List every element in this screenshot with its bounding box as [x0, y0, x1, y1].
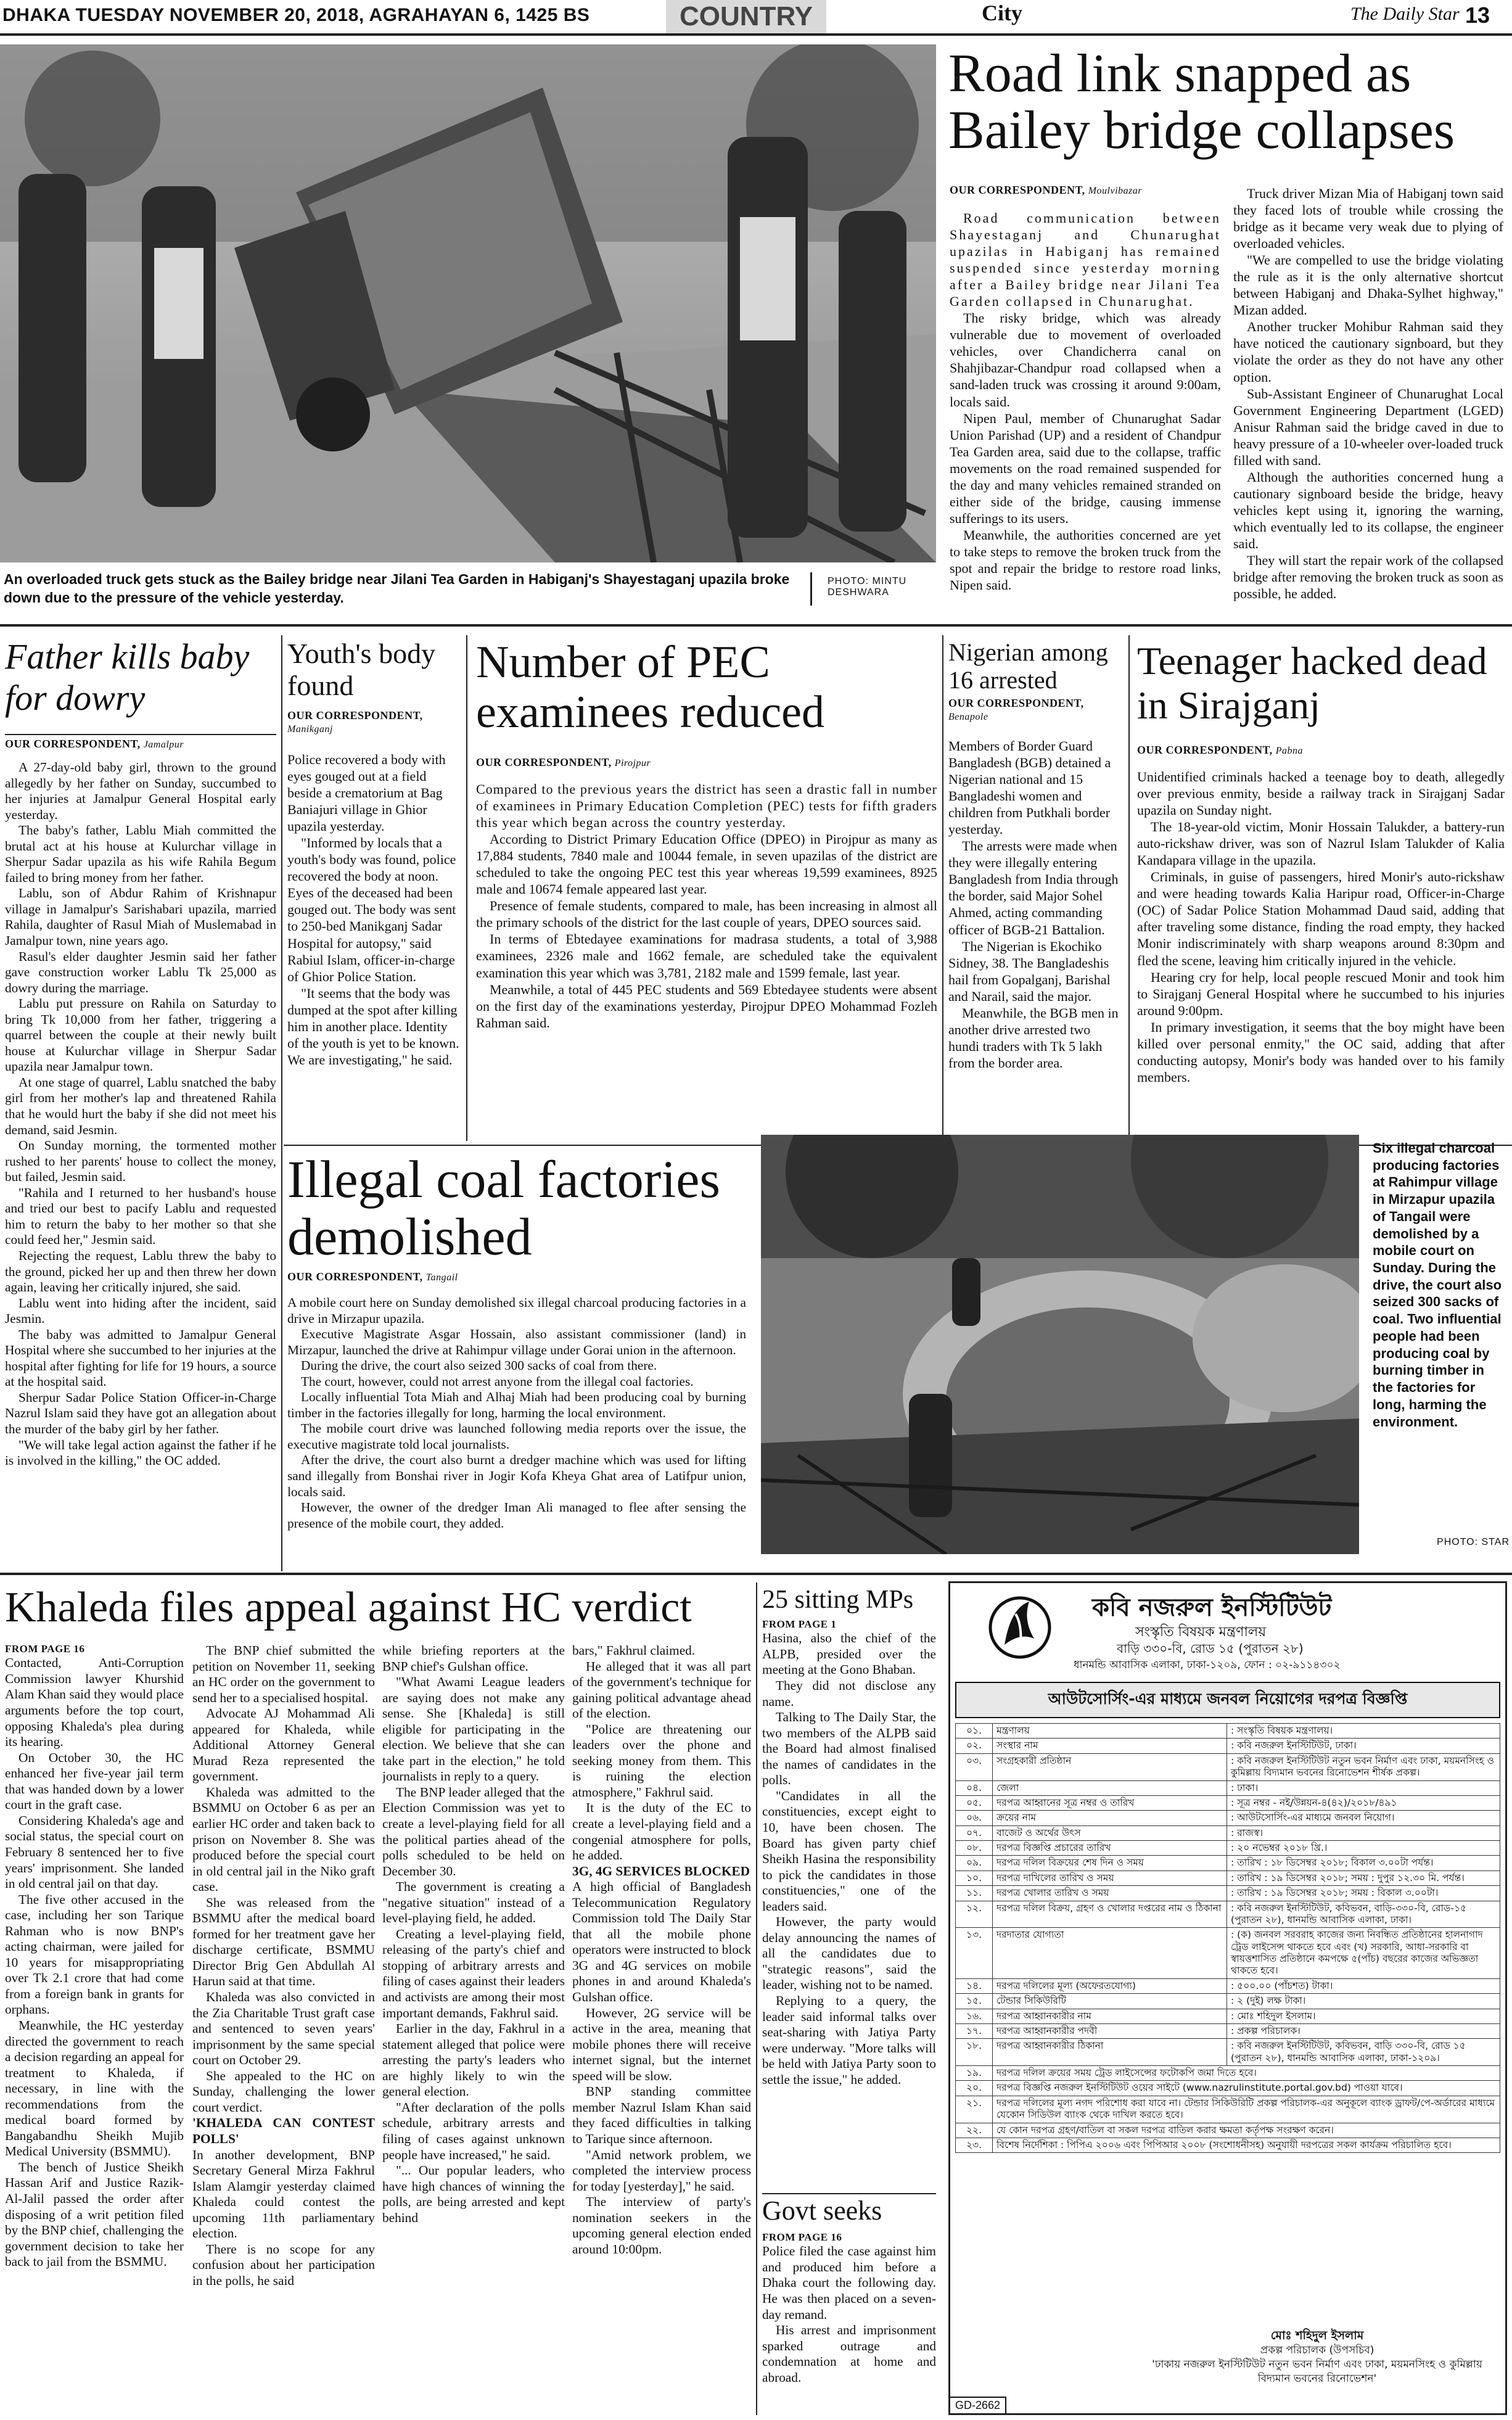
teen-body [1137, 768, 1505, 1145]
khaleda-headline: Khaleda files appeal against HC verdict [5, 1584, 692, 1631]
khaleda-col4 [572, 1643, 751, 2420]
bridge-caption: An overloaded truck gets stuck as the Bailey bridge near Jilani Tea Garden in Habiganj's Shayestaganj upazila broke down due to the pressure of the vehicle yesterday. [4, 571, 790, 606]
khaleda-c3-p8: "... Our popular leaders, who have high chances of winning the polls, are being arrested and kept behind [382, 2163, 565, 2225]
ad-row-note: দরপত্র বিজ্ঞপ্তি নজরুল ইনস্টিটিউট ওয়েব সাইটে (www.nazrulinstitute.portal.gov.bd) পাওয়া যাবে। [993, 2081, 1500, 2096]
coal-p7: After the drive, the court also burnt a dredger machine which was used for lifting sand illegally from Bonshai river in Jogir Kofa Kheya Ghat area of Latifpur union, locals said. [287, 1452, 746, 1499]
coal-headline: Illegal coal factories demolished [287, 1150, 720, 1266]
ad-row-label: সংগ্রহকারী প্রতিষ্ঠান [993, 1753, 1227, 1780]
mps-p1: Hasina, also the chief of the ALPB, presided over the meeting at the Gono Bhaban. [762, 1631, 936, 1677]
pec-p3: Presence of female students, compared to male, has been increasing in almost all the primary schools of the district for the last couple of years, DPEO sources said. [476, 898, 937, 931]
subsection-label: City [982, 1, 1022, 25]
ad-row-value: : (ক) জনবল সরবরাহ কাজের জন্য নিবন্ধিত প্রতিষ্ঠানের হালনাগাদ ট্রেড লাইসেন্স থাকতে হবে এবং (খ) সরকারি, আধা-সরকারি বা স্বায়ত্তশাসিত প্রতিষ্ঠানে কমপক্ষে ৫(পাঁচ) বছরের কাজের অভিজ্ঞতা থাকতে হবে। [1227, 1928, 1500, 1979]
teen-byline-place: Pabna [1275, 746, 1303, 756]
ad-row [956, 1724, 1500, 1739]
teen-p5: In primary investigation, it seems that the boy might have been killed over personal enmity," the OC said, adding that after conducting autopsy, Monir's body was handed over to his family members. [1137, 1019, 1505, 1085]
ad-row-number: ০২. [956, 1739, 993, 1753]
ad-table-wrap [955, 1723, 1500, 2153]
ad-row [956, 1795, 1500, 1810]
bridge-body-col1 [950, 210, 1221, 604]
ad-row-label: দরপত্র খোলার তারিখ ও সময় [993, 1886, 1227, 1901]
ad-row-label: মন্ত্রণালয় [993, 1724, 1227, 1739]
khaleda-c2b-p1: In another development, BNP Secretary General Mirza Fakhrul Islam Alamgir yesterday claimed Khaleda could contest the upcoming 11th parliamentary election. [192, 2147, 375, 2241]
section-divider [0, 624, 1512, 627]
bridge-col2-p2: "We are compelled to use the bridge violating the rule as it is the only alternative shortcut between Habiganj and Dhaka-Sylhet highway," Mizan added. [1233, 252, 1503, 318]
pec-p1: Compared to the previous years the district has seen a drastic fall in number of examinees in Primary Education Completion (PEC) tests for fifth graders this year which began across the country yesterday. [476, 781, 937, 831]
ad-row-number: ০৩. [956, 1753, 993, 1780]
father-p5: Lablu put pressure on Rahila on Saturday to bring Tk 10,000 from her father, triggering a quarrel between the couple at their newly built house at Kulurchar village in Sherpur Sadar upazila near Jamalpur town. [5, 996, 276, 1074]
youth-p1: Police recovered a body with eyes gouged out at a field beside a crematorium at Bag Baniajuri village in Ghior upazila yesterday. [287, 752, 446, 834]
bridge-byline-place: Moulvibazar [1088, 186, 1142, 196]
teen-p1: Unidentified criminals hacked a teenage boy to death, allegedly over previous enmity, beside a railway track in Sirajganj Sadar upazila on Sunday night. [1137, 769, 1505, 818]
ad-row-number: ০৪. [956, 1780, 993, 1795]
bridge-col2-p4: Sub-Assistant Engineer of Chunarughat Local Government Engineering Department (LGED) Anisur Rahman said the bridge caved in due to heavy pressure of a 10-wheeler over-loaded truck filled with sand. [1233, 385, 1503, 468]
ad-row [956, 1739, 1500, 1753]
ad-row-note: যে কোন দরপত্র গ্রহণ/বাতিল বা সকল দরপত্র বাতিল করার ক্ষমতা কর্তৃপক্ষ সংরক্ষণ করেন। [993, 2123, 1500, 2138]
ad-row-number: ১৮. [956, 2039, 993, 2066]
khaleda-c1-p1: Contacted, Anti-Corruption Commission lawyer Khurshid Alam Khan said they would place arguments before the top court, opposing Khaleda's plea during its hearing. [5, 1655, 184, 1750]
ad-code: GD-2662 [950, 2397, 1006, 2413]
teen-p4: Hearing cry for help, local people rescued Monir and took him to Sirajganj General Hospital where he succumbed to his injuries around 9:00pm. [1137, 969, 1505, 1018]
pec-p5: Meanwhile, a total of 445 PEC students and 569 Ebtedayee students were absent on the first day of the examinations yesterday, Pirojpur DPEO Mohammad Fozleh Rahman said. [476, 981, 937, 1031]
section-label: COUNTRY [666, 0, 826, 33]
ad-row [956, 1856, 1500, 1871]
khaleda-c2-p5: Khaleda was also convicted in the Zia Charitable Trust graft case and sentenced to seven years' imprisonment by the same special court on October 29. [192, 1990, 375, 2068]
ad-row-number: ০৮. [956, 1841, 993, 1856]
ad-row [956, 1901, 1500, 1928]
father-p8: "Rahila and I returned to her husband's house and tried our best to pacify Lablu and requested him to return the baby to her mother so that she could feed her," Jesmin said. [5, 1185, 276, 1248]
khaleda-c4b-p4: "Amid network problem, we completed the interview process for today [yesterday]," he said. [572, 2147, 751, 2194]
father-headline: Father kills baby for dowry [5, 636, 250, 718]
ad-row-label: দরপত্র দলিলের মূল্য (অফেরতযোগ্য) [993, 1978, 1227, 1993]
govt-headline: Govt seeks [762, 2196, 882, 2226]
page-number: 13 [1465, 2, 1490, 28]
ad-row-number: ১২. [956, 1901, 993, 1928]
ad-row [956, 2096, 1500, 2123]
ad-row [956, 1825, 1500, 1840]
coal-caption: Six illegal charcoal producing factories at Rahimpur village in Mirzapur upazila of Tangail were demolished by a mobile court on Sunday. During the drive, the court also seized 300 sacks of coal. Two influential people had been producing coal by burning timber in the factories for long, harming the environment. [1373, 1140, 1502, 1430]
pec-p2: According to District Primary Education Office (DPEO) in Pirojpur as many as 17,884 students, 7840 male and 10044 female, in seven upazilas of the district are scheduled to take the ongoing PEC test this year whereas 19,599 examinees, 8925 male and 10674 female appeared last year. [476, 831, 937, 897]
ad-address-1: বাড়ি ৩৩০-বি, রোড ১৫ (পুরাতন ২৮) [1117, 1641, 1304, 1656]
section-divider-2 [0, 1573, 1512, 1575]
khaleda-c1-p6: The bench of Justice Sheikh Hassan Arif and Justice Razik-Al-Jalil passed the order after disposing of a writ petition filed by the BNP chief, challenging the government decision to take her back to jail from the BSMMU. [5, 2159, 184, 2270]
bridge-body-col2 [1233, 185, 1503, 611]
father-p12: Sherpur Sadar Police Station Officer-in-Charge Nazrul Islam said they have got an allegation about the murder of the baby girl by her father. [5, 1389, 276, 1436]
ad-header [950, 1583, 1505, 1682]
coal-p3: During the drive, the court also seized 300 sacks of coal from there. [301, 1358, 657, 1373]
ad-row-number: ১৪. [956, 1978, 993, 1993]
khaleda-c2-p4: She was released from the BSMMU after the medical board formed for her treatment gave her discharge certificate, BSMMU Director Brig Gen Abdullah Al Harun said at that time. [192, 1895, 375, 1989]
teen-p2: The 18-year-old victim, Monir Hossain Talukder, a battery-run auto-rickshaw driver, was son of Nazrul Islam Talukder of Kalia Kandapara village in the upazila. [1137, 819, 1505, 868]
khaleda-c2b-p2: There is no scope for any confusion about her participation in the polls, he said [192, 2241, 375, 2288]
ad-row-label: দরদাতার যোগ্যতা [993, 1928, 1227, 1979]
ad-row-value: : আউটসোর্সিং-এর মাধ্যমে জনবল নিয়োগ। [1227, 1811, 1500, 1825]
ad-row [956, 1994, 1500, 2009]
mps-p5: However, the party would delay announcing the names of all the candidates due to "strategic reasons", said the leader, wishing not to be named. [762, 1914, 936, 1993]
coal-byline [287, 1270, 458, 1283]
khaleda-c4-p1: bars," Fakhrul claimed. [572, 1643, 696, 1658]
ad-row-label: টেন্ডার সিকিউরিটি [993, 1994, 1227, 2009]
ad-row-number: ২১. [956, 2096, 993, 2123]
ad-row-label: বাজেট ও অর্থের উৎস [993, 1825, 1227, 1840]
father-p13: "We will take legal action against the father if he is involved in the killing," the OC added. [5, 1437, 276, 1468]
khaleda-c4b-p5: The interview of party's nomination seekers in the upcoming general election ended around 10:00pm. [572, 2194, 751, 2257]
ad-row-number: ১৫. [956, 1994, 993, 2009]
ad-row [956, 2009, 1500, 2023]
youth-byline-label: OUR CORRESPONDENT, [287, 709, 423, 722]
ad-row-number: ২০. [956, 2081, 993, 2096]
bridge-col2-p5: Although the authorities concerned hung a cautionary signboard beside the bridge, heavy vehicles kept using it, ignoring the warning, which eventually led to its collapse, the engineer said. [1233, 469, 1503, 551]
coal-byline-place: Tangail [425, 1272, 458, 1283]
tender-advertisement [948, 1581, 1507, 2415]
khaleda-col1 [5, 1643, 184, 2420]
ad-row [956, 1753, 1500, 1780]
youth-body [287, 751, 460, 1146]
ad-row-value: : তারিখ : ১৯ ডিসেম্বর ২০১৮; সময় : বিকাল ৩.০০টা। [1227, 1886, 1500, 1901]
ad-row-label: দরপত্র দলিল বিক্রয়, গ্রহণ ও খোলার দপ্তরের নাম ও ঠিকানা [993, 1901, 1227, 1928]
ad-row-label: দরপত্র বিজ্ঞপ্তি প্রচারের তারিখ [993, 1841, 1227, 1856]
khaleda-col2 [192, 1643, 375, 2420]
ad-row-number: ১০. [956, 1871, 993, 1885]
khaleda-c3-p1: while briefing reporters at the BNP chief's Gulshan office. [382, 1643, 565, 1674]
ad-row [956, 1871, 1500, 1885]
ad-sign-project: 'ঢাকায় নজরুল ইনস্টিটিউট নতুন ভবন নির্মাণ এবং ঢাকা, ময়মনসিংহ ও কুমিল্লায় বিদ্যমান ভবনের রিনোভেশন' [1152, 2358, 1482, 2385]
coal-p5: Locally influential Tota Miah and Alhaj Miah had been producing coal by burning timber in the factories illegally for long, harming the local environment. [287, 1389, 746, 1420]
ad-row [956, 1978, 1500, 1993]
ad-row-label: জেলা [993, 1780, 1227, 1795]
ad-row-number: ১১. [956, 1886, 993, 1901]
khaleda-c4-p3: "Police are threatening our leaders over the phone and seeking money from them. This is ruining the election atmosphere," Fakhrul said. [572, 1721, 751, 1800]
ad-row-value: : কবি নজরুল ইনস্টিটিউট, ঢাকা। [1227, 1739, 1500, 1753]
coal-p1: A mobile court here on Sunday demolished six illegal charcoal producing factories in a drive in Mirzapur upazila. [287, 1295, 746, 1326]
ad-table [955, 1723, 1500, 2153]
ad-row [956, 2081, 1500, 2096]
ad-row [956, 1780, 1500, 1795]
teen-headline: Teenager hacked dead in Sirajganj [1137, 639, 1487, 727]
father-p6: At one stage of quarrel, Lablu snatched the baby girl from her mother's lap and threatened Rahila that he would hurt the baby if she did not meet his demand, said Jesmin. [5, 1074, 276, 1137]
father-p1: A 27-day-old baby girl, thrown to the ground allegedly by her father on Sunday, succumbed to her injuries at Jamalpur General Hospital early yesterday. [5, 760, 276, 822]
ad-row-number: ২৩. [956, 2138, 993, 2152]
teen-byline [1137, 744, 1303, 757]
teen-byline-label: OUR CORRESPONDENT, [1137, 744, 1273, 756]
ad-row [956, 2023, 1500, 2038]
ad-row-number: ০৬. [956, 1811, 993, 1825]
mps-p4: "Candidates in all the constituencies, except eight to 10, have been chosen. The Board has given party chief Sheikh Hasina the responsibility to pick the candidates in those constituencies," one of the leaders said. [762, 1788, 936, 1914]
coal-photo-image [761, 1135, 1359, 1554]
nigerian-p3: The Nigerian is Ekochiko Sidney, 38. The Bangladeshis hail from Gopalganj, Barishal and Narail, said the major. [948, 938, 1111, 1004]
ad-row-value: : কবি নজরুল ইনস্টিটিউট নতুন ভবন নির্মাণ এবং ঢাকা, ময়মনসিংহ ও কুমিল্লায় বিদ্যমান ভবনের রিনোভেশন শীর্ষক প্রকল্প। [1227, 1753, 1500, 1780]
nazrul-institute-logo [986, 1589, 1054, 1676]
youth-byline [287, 709, 460, 735]
khaleda-c2-p3: Khaleda was admitted to the BSMMU on October 6 as per an earlier HC order and taken back to prison on November 8. She was produced before the special court in old central jail in the Niko graft case. [192, 1784, 375, 1895]
bridge-photo-credit: PHOTO: MINTU DESHWARA [828, 576, 907, 598]
pec-p4: In terms of Ebtedayee examinations for madrasa students, a total of 3,988 examinees, 2326 male and 1662 female, are scheduled take the equivalent examination this year which was 3,781, 2182 male and 1599 female, last year. [476, 931, 937, 981]
father-p2: The baby's father, Lablu Miah committed the brutal act at his house at Kulurchar village in Sherpur Sadar upazila as his wife Rahila Begum failed to bring money from her father. [5, 823, 276, 885]
khaleda-c3-p2: "What Awami League leaders are saying does not make any sense. She [Khaleda] is still eligible for participating in the election. We believe that she can take part in the election," he told journalists in reply to a query. [382, 1674, 565, 1784]
nigerian-p2: The arrests were made when they were illegally entering Bangladesh from India through the border, said Major Sohel Ahmed, acting commanding officer of BGB-21 Battalion. [948, 838, 1119, 937]
khaleda-subhead-3g: 3G, 4G SERVICES BLOCKED [572, 1863, 750, 1879]
father-p7: On Sunday morning, the tormented mother rushed to her parents' house to collect the money, but failed, Jesmin said. [5, 1138, 276, 1185]
paper-name: The Daily Star [1350, 4, 1460, 24]
youth-p3: "It seems that the body was dumped at the spot after killing him in another place. Identity of the youth is yet to be known. We are investigating," he said. [287, 985, 459, 1068]
mps-body [762, 1618, 936, 2192]
khaleda-c3-p4: The government is creating a "negative situation" instead of a level-playing field, he added. [382, 1879, 565, 1926]
pec-byline-label: OUR CORRESPONDENT, [476, 756, 612, 768]
ad-sign-title: প্রকল্প পরিচালক (উপসচিব) [1260, 2344, 1374, 2357]
bridge-photo-image [0, 44, 936, 562]
coal-p6: The mobile court drive was launched following media reports over the issue, the executive magistrate told local journalists. [287, 1421, 746, 1452]
ad-row [956, 1811, 1500, 1825]
khaleda-c3-p7: "After declaration of the polls schedule, arbitrary arrests and filing of cases against unknown people have increased," he said. [382, 2099, 565, 2162]
coal-photo-credit: PHOTO: STAR [1437, 1537, 1510, 1547]
youth-byline-place: Manikganj [287, 724, 333, 735]
coal-body [287, 1295, 746, 1573]
pec-byline [476, 756, 651, 769]
bridge-col1-p4: Meanwhile, the authorities concerned are yet to take steps to remove the broken truck from the spot and repair the bridge to restore road links, Nipen said. [950, 527, 1221, 593]
ad-signature [1135, 2328, 1499, 2386]
nigerian-byline-place: Benapole [948, 712, 988, 722]
father-byline-place: Jamalpur [143, 739, 184, 750]
govt-p1: Police filed the case against him and produced him before a Dhaka court the following day. He was then placed on a seven-day remand. [762, 2244, 936, 2322]
ad-row-number: ১৯. [956, 2066, 993, 2081]
ad-address-2: ধানমন্ডি আবাসিক এলাকা, ঢাকা-১২০৯, ফোন : ০২-৯১১৪৩০২ [1074, 1659, 1341, 1671]
father-p10: Lablu went into hiding after the incident, said Jesmin. [5, 1295, 276, 1327]
masthead [0, 0, 1512, 36]
khaleda-from: FROM PAGE 16 [5, 1643, 85, 1655]
ad-row-value: : সূত্র নম্বর - নই/উন্নয়ন-৪(৪২)/২০১৮/৪৯১ [1227, 1795, 1500, 1810]
nigerian-byline-label: OUR CORRESPONDENT, [948, 697, 1084, 709]
ad-row-number: ২২. [956, 2123, 993, 2138]
ad-ministry: সংস্কৃতি বিষয়ক মন্ত্রণালয় [1135, 1624, 1267, 1640]
bridge-byline [950, 184, 1142, 197]
coal-p4: The court, however, could not arrest anyone from the illegal coal factories. [301, 1373, 694, 1389]
khaleda-c2-p2: Advocate AJ Mohammad Ali appeared for Khaleda, while Additional Attorney General Murad Reza represented the government. [192, 1706, 375, 1784]
coal-p8: However, the owner of the dredger Iman Ali managed to flee after sensing the presence of the mobile court, they added. [287, 1500, 746, 1531]
ad-row-label: দরপত্র দাখিলের তারিখ ও সময় [993, 1871, 1227, 1885]
mps-p2: They did not disclose any name. [762, 1678, 936, 1709]
father-p9: Rejecting the request, Lablu threw the baby to the ground, picked her up and then threw her down again, leaving her critically injured, she said. [5, 1248, 276, 1295]
ad-row-label: দরপত্র আহ্বানকারীর ঠিকানা [993, 2039, 1227, 2066]
ad-row-number: ১৭. [956, 2023, 993, 2038]
bridge-headline: Road link snapped as Bailey bridge collapses [948, 44, 1455, 161]
ad-row-value: : কবি নজরুল ইনস্টিটিউট, কবিভবন, বাড়ি ৩৩০-বি, রোড ১৫ (পুরাতন ২৮), ধানমন্ডি আবাসিক এলাকা, ঢাকা-১২০৯। [1227, 2039, 1500, 2066]
issue-date: DHAKA TUESDAY NOVEMBER 20, 2018, AGRAHAYAN 6, 1425 BS [2, 5, 590, 25]
ad-row-label: দরপত্র আহ্বানকারীর পদবী [993, 2023, 1227, 2038]
ad-row-value: : কবি নজরুল ইনস্টিটিউট, কবিভবন, বাড়ি-৩৩০-বি, রোড-১৫ (পুরাতন ২৮), ধানমন্ডি আবাসিক এলাকা, ঢাকা। [1227, 1901, 1500, 1928]
pec-headline: Number of PEC examinees reduced [476, 637, 824, 738]
nigerian-body [948, 738, 1124, 1145]
govt-p2: His arrest and imprisonment sparked outrage and condemnation at home and abroad. [762, 2323, 936, 2385]
ad-row [956, 1886, 1500, 1901]
father-byline-label: OUR CORRESPONDENT, [5, 738, 141, 750]
ad-row [956, 2138, 1500, 2152]
ad-row [956, 1928, 1500, 1979]
ad-row-label: ক্রয়ের নাম [993, 1811, 1227, 1825]
ad-row-note: দরপত্র দলিল ক্রয়ের সময় ট্রেড লাইসেন্সের ফটোকপি জমা দিতে হবে। [993, 2066, 1500, 2081]
bridge-col1-p2: The risky bridge, which was already vulnerable due to movement of overloaded vehicles, over Chandicherra canal on Shahjibazar-Chandpur road collapsed when a sand-laden truck was crossing it around 9:00am, locals said. [950, 310, 1221, 410]
khaleda-c3-p3: The BNP leader alleged that the Election Commission was yet to create a level-playing field for all the political parties ahead of the polls scheduled to be held on December 30. [382, 1784, 565, 1879]
ad-sign-name: মোঃ শহিদুল ইসলাম [1270, 2328, 1364, 2342]
ad-row-number: ০১. [956, 1724, 993, 1739]
khaleda-c1-p5: Meanwhile, the HC yesterday directed the government to reach a decision regarding an appeal for treatment to Khaleda, if necessary, in line with the recommendations from the medical board formed by Bangabandhu Sheikh Mujib Medical University (BSMMU). [5, 2017, 184, 2159]
khaleda-c1-p4: The five other accused in the case, including her son Tarique Rahman who is now BNP's acting chairman, were jailed for 10 years for misappropriating over Tk 2.1 crore that had come from a foreign bank in grants for orphans. [5, 1891, 184, 2017]
father-p11: The baby was admitted to Jamalpur General Hospital where she succumbed to her injuries at the hospital after fighting for life for 19 hours, a source at the hospital said. [5, 1327, 276, 1389]
ad-row-number: ১৬. [956, 2009, 993, 2023]
khaleda-c2-p1: The BNP chief submitted the petition on November 11, seeking an HC order on the government to send her to a specialised hospital. [192, 1643, 375, 1705]
nigerian-p1: Members of Border Guard Bangladesh (BGB) detained a Nigerian national and 15 Bangladeshi women and children from Putkhali border yesterday. [948, 738, 1111, 838]
youth-p2: "Informed by locals that a youth's body was found, police recovered the body at noon. Eyes of the deceased had been gouged out. The body was sent to 250-bed Manikganj Sadar Hospital for autopsy," said Rabiul Islam, officer-in-charge of Ghior Police Station. [287, 835, 456, 984]
ad-row-number: ০৯. [956, 1856, 993, 1871]
father-byline [5, 734, 276, 751]
ad-row-value: : তারিখ : ১৯ ডিসেম্বর ২০১৮; সময় : দুপুর ১২.৩০ মি. পর্যন্ত। [1227, 1871, 1500, 1885]
ad-row [956, 1841, 1500, 1856]
ad-row-value: : প্রকল্প পরিচালক। [1227, 2023, 1500, 2038]
ad-row-note: বিশেষ নির্দেশিকা : পিপিএ ২০০৬ এবং পিপিআর ২০০৮ (সংশোধনীসহ) অনুযায়ী দরপত্রের সকল কার্যক্রম পরিচালিত হবে। [993, 2138, 1500, 2152]
father-p4: Rasul's elder daughter Jesmin said her father gave construction worker Lablu Tk 25,000 as dowry during the marriage. [5, 949, 276, 995]
khaleda-c4b-p1: A high official of Bangladesh Telecommunication Regulatory Commission told The Daily Star that all the mobile phone operators were instructed to block 3G and 4G services on mobile phones in and around Khaleda's Gulshan office. [572, 1879, 751, 2005]
mps-from: FROM PAGE 1 [762, 1618, 837, 1630]
coal-p2: Executive Magistrate Asgar Hossain, also assistant commissioner (land) in Mirzapur, launched the drive at Rahimpur village under Gorai union in the afternoon. [287, 1327, 746, 1357]
ad-org-name: কবি নজরুল ইনস্টিটিউট [1092, 1594, 1332, 1622]
ad-row-number: ১৩. [956, 1928, 993, 1979]
khaleda-c3-p6: Earlier in the day, Fakhrul in a statement alleged that police were arresting the party's leaders who are highly likely to win the general election. [382, 2021, 565, 2099]
ad-row-value: : ২ (দুই) লক্ষ টাকা। [1227, 1994, 1500, 2009]
ad-row-label: সংস্থার নাম [993, 1739, 1227, 1753]
khaleda-c1-p3: Considering Khaleda's age and social status, the special court on February 8 sentenced her to five years' imprisonment. She landed in old central jail on that day. [5, 1813, 184, 1891]
youth-headline: Youth's body found [287, 638, 436, 701]
ad-row-value: : ঢাকা। [1227, 1780, 1500, 1795]
ad-title: আউটসোর্সিং-এর মাধ্যমে জনবল নিয়োগের দরপত্র বিজ্ঞপ্তি [955, 1682, 1500, 1718]
khaleda-subhead-polls: 'KHALEDA CAN CONTEST POLLS' [192, 2115, 375, 2146]
ad-row-value: : তারিখ : ১৮ ডিসেম্বর ২০১৮; বিকাল ৩.০০টা পর্যন্ত। [1227, 1856, 1500, 1871]
khaleda-c2-p6: She appealed to the HC on Sunday, challenging the lower court verdict. [192, 2068, 375, 2115]
bridge-col1-p1: Road communication between Shayestaganj and Chunarughat upazilas in Habiganj has remained suspended since yesterday morning after a Bailey bridge near Jilani Tea Garden collapsed in Chunarughat. [950, 210, 1221, 310]
ad-row-number: ০৭. [956, 1825, 993, 1840]
ad-row-number: ০৫. [956, 1795, 993, 1810]
father-p3: Lablu, son of Abdur Rahim of Krishnapur village in Jamalpur's Sarishabari upazila, married Rahila, daughter of Rasul Miah of Muslemabad in Jamalpur town, nine years ago. [5, 886, 276, 949]
ad-row-value: : ২০ নভেম্বর ২০১৮ খ্রি.। [1227, 1841, 1500, 1856]
mps-p3: Talking to The Daily Star, the two members of the ALPB said the Board had almost finalised the names of candidates in the polls. [762, 1710, 936, 1788]
bridge-col1-p3: Nipen Paul, member of Chunarughat Sadar Union Parishad (UP) and a resident of Chandpur Tea Garden area, said due to the collapse, traffic movements on the road remained suspended for the day and many vehicles remained stranded on either side of the bridge, causing immense sufferings to its users. [950, 410, 1221, 526]
ad-row-label: দরপত্র আহ্বানকারীর নাম [993, 2009, 1227, 2023]
ad-row-value: : সংস্কৃতি বিষয়ক মন্ত্রণালয়। [1227, 1724, 1500, 1739]
ad-row-value: : রাজস্ব। [1227, 1825, 1500, 1840]
bridge-col2-p3: Another trucker Mohibur Rahman said they have noticed the cautionary signboard, but they violate the order as they do not have any other option. [1233, 319, 1503, 385]
bridge-col2-p1: Truck driver Mizan Mia of Habiganj town said they faced lots of trouble while crossing the bridge as it became very weak due to plying of overloaded vehicles. [1233, 186, 1503, 252]
ad-row [956, 2123, 1500, 2138]
bridge-byline-label: OUR CORRESPONDENT, [950, 184, 1085, 196]
mps-p6: Replying to a query, the leader said informal talks over seat-sharing with Jatiya Party were underway. "More talks will be held with Jatiya Party soon to settle the issue," he added. [762, 1993, 936, 2087]
ad-row-value: : ৫০০.০০ (পাঁচশত) টাকা। [1227, 1978, 1500, 1993]
ad-row-label: দরপত্র দলিল বিক্রয়ের শেষ দিন ও সময় [993, 1856, 1227, 1871]
ad-row-value: : মোঃ শহিদুল ইসলাম। [1227, 2009, 1500, 2023]
govt-from: FROM PAGE 16 [762, 2231, 842, 2243]
bridge-col2-p6: They will start the repair work of the collapsed bridge after removing the broken truck as soon as possible, he added. [1233, 553, 1503, 602]
ad-row-note: দরপত্র দলিলের মূল্য নগদ পরিশোধ করা যাবে না। টেন্ডার সিকিউরিটি প্রকল্প পরিচালক-এর অনুকূলে ব্যাংক ড্রাফট/পে-অর্ডারের মাধ্যমে যেকোন সিডিউল ব্যাংক থেকে দাখিল করতে হবে। [993, 2096, 1500, 2123]
govt-body [762, 2231, 936, 2416]
coal-byline-label: OUR CORRESPONDENT, [287, 1270, 423, 1283]
khaleda-c1-p2: On October 30, the HC enhanced her five-year jail term that was handed down by a lower court in the graft case. [5, 1750, 184, 1813]
ad-row [956, 2039, 1500, 2066]
coal-photo [761, 1135, 1359, 1554]
ad-row [956, 2066, 1500, 2081]
ad-row-label: দরপত্র আহ্বানের সূত্র নম্বর ও তারিখ [993, 1795, 1227, 1810]
nigerian-headline: Nigerian among 16 arrested [948, 638, 1108, 694]
khaleda-c4-p2: He alleged that it was all part of the government's technique for gaining political advantage ahead of the election. [572, 1658, 751, 1721]
nigerian-p4: Meanwhile, the BGB men in another drive arrested two hundi traders with Tk 5 lakh from the border area. [948, 1005, 1119, 1071]
khaleda-col3 [382, 1643, 565, 2420]
nigerian-byline [948, 697, 1121, 723]
father-body [5, 760, 276, 1568]
mps-headline: 25 sitting MPs [762, 1586, 914, 1614]
khaleda-c4b-p3: BNP standing committee member Nazrul Islam Khan said they faced difficulties in talking to Tarique since afternoon. [572, 2084, 751, 2146]
bridge-photo [0, 44, 936, 562]
khaleda-c4b-p2: However, 2G service will be active in the area, meaning that mobile phones there will receive internet signal, but the internet speed will be slow. [572, 2005, 751, 2083]
teen-p3: Criminals, in guise of passengers, hired Monir's auto-rickshaw and were heading towards Kalia Haripur road, Officer-in-Charge (OC) of Sadar Police Station Mohammad Daud said, adding that after traveling some distance, finding the road empty, they hacked Monir indiscriminately with sharp weapons around 8:30pm and fled the scene, leaving him critically injured in the vehicle. [1137, 869, 1505, 968]
khaleda-c4-p4: It is the duty of the EC to create a level-playing field and a congenial atmosphere for polls, he added. [572, 1800, 751, 1863]
pec-byline-place: Pirojpur [614, 758, 651, 768]
pec-body [476, 781, 937, 1145]
khaleda-c3-p5: Creating a level-playing field, releasing of the party's chief and stopping of arbitrary arrests and filing of cases against their leaders and activists are among their most important demands, Fakhrul said. [382, 1926, 565, 2020]
